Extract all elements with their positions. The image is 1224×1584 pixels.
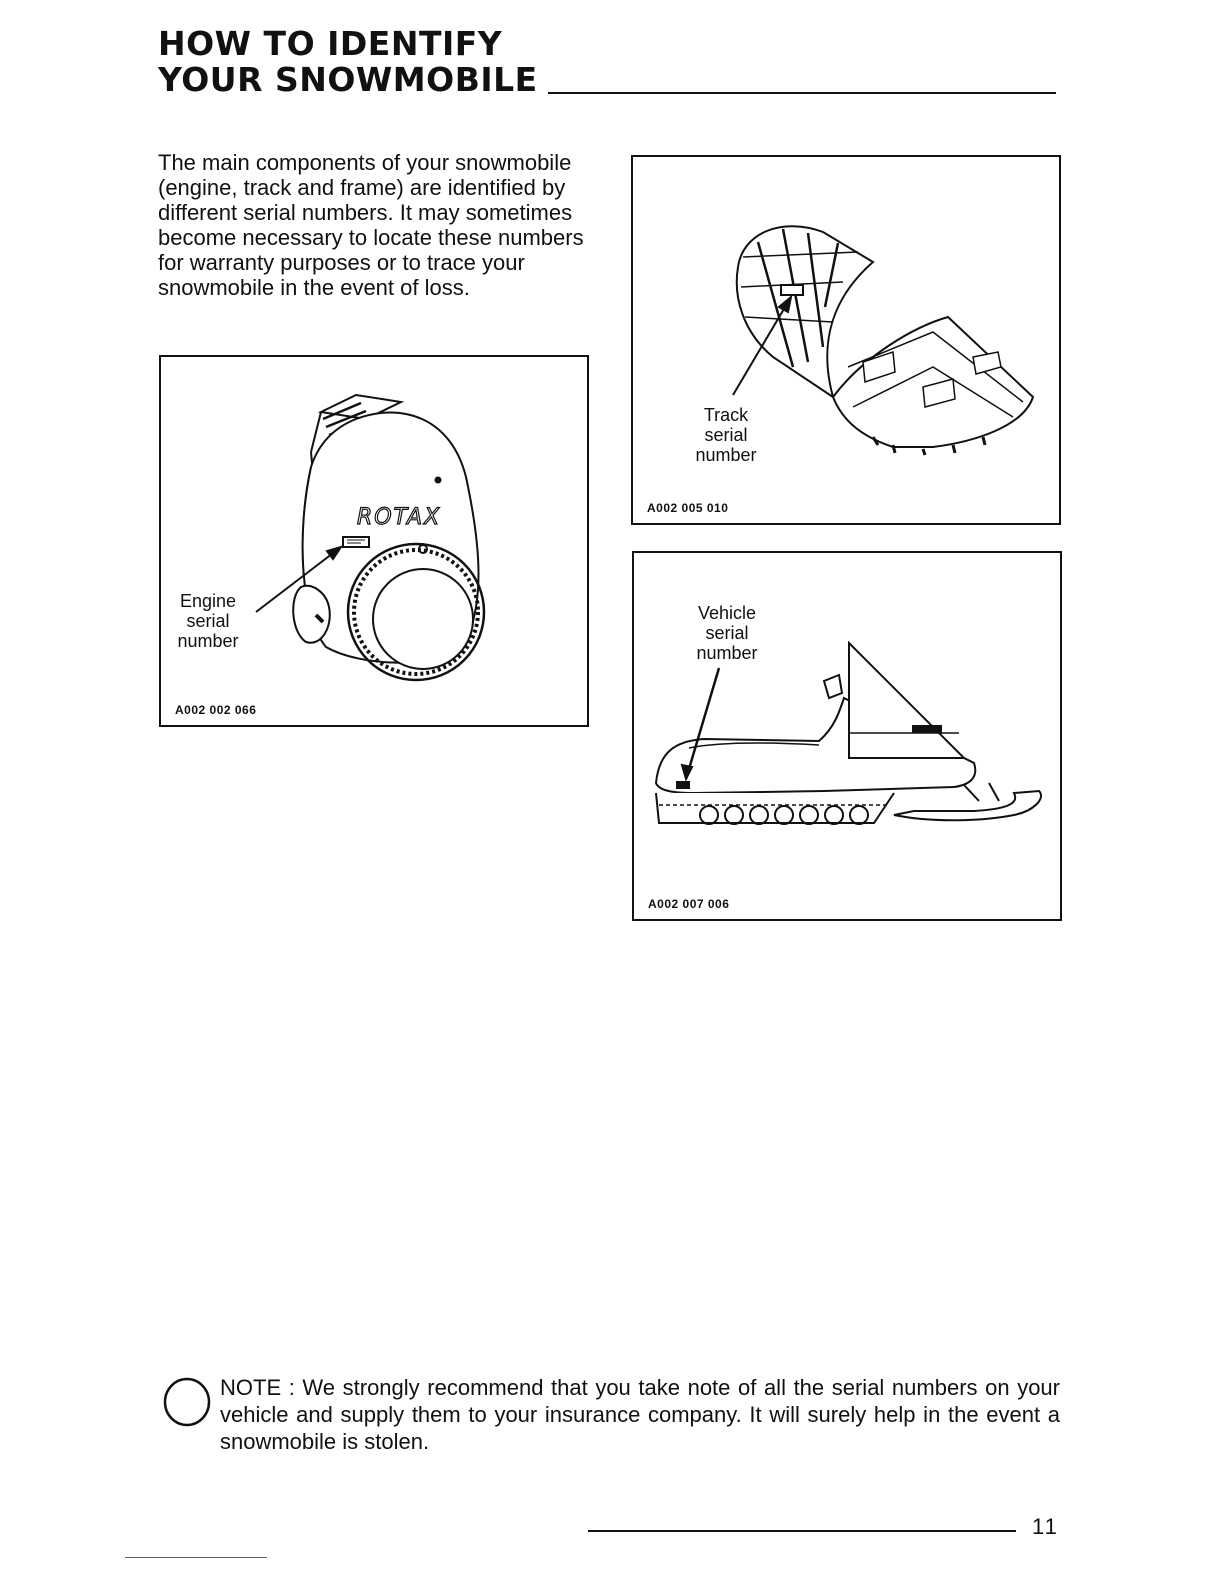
- note-circle-icon: [162, 1375, 212, 1429]
- track-serial-label: Track serial number: [695, 405, 757, 465]
- track-illustration: [633, 157, 1059, 523]
- vehicle-serial-label: Vehicle serial number: [696, 603, 758, 663]
- vehicle-figure: [632, 551, 1062, 921]
- engine-figure-code: A002 002 066: [175, 703, 257, 717]
- rotax-brand-text: ROTAX: [357, 505, 442, 530]
- intro-paragraph: The main components of your snowmobile (engine, track and frame) are identified by different serial numbers. It may sometimes become necessary to locate these numbers for warranty purposes or to trace your snowmobile in the event of loss.: [158, 150, 584, 300]
- note-paragraph: [162, 1374, 1060, 1455]
- page-title-line-2: YOUR SNOWMOBILE: [158, 60, 538, 99]
- footer-blue-rule: [125, 1557, 267, 1558]
- page-title-line-1: HOW TO IDENTIFY: [158, 24, 503, 63]
- footer-rule: [588, 1530, 1016, 1532]
- note-text: We strongly recommend that you take note of all the serial numbers on your vehicle and supply them to your insurance company. It will surely help in the event a snowmobile is stolen.: [220, 1375, 1060, 1454]
- engine-serial-label: Engine serial number: [177, 591, 239, 651]
- vehicle-figure-code: A002 007 006: [648, 897, 730, 911]
- page-title: [158, 26, 538, 98]
- title-underline: [548, 92, 1056, 94]
- note-label: NOTE :: [220, 1375, 295, 1400]
- engine-figure: [159, 355, 589, 727]
- track-figure-code: A002 005 010: [647, 501, 729, 515]
- engine-illustration: [161, 357, 587, 725]
- page-number: 11: [1032, 1514, 1059, 1539]
- track-figure: [631, 155, 1061, 525]
